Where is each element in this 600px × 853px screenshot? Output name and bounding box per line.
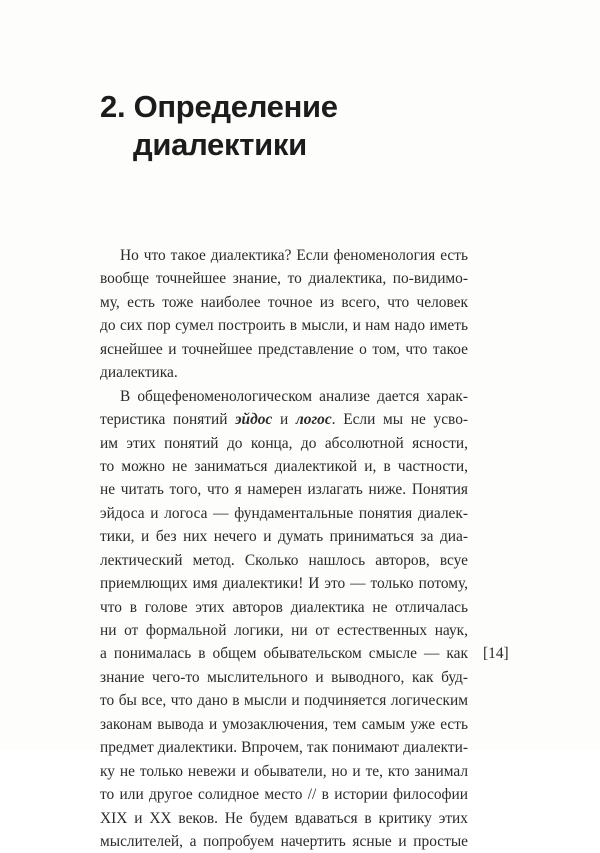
text-line: лектический метод. Сколько нашлось авторов, всуе xyxy=(100,551,468,569)
page-reference: [14] xyxy=(483,645,509,662)
text-line: вообще точнейшее знание, то диалектика, по-видимо- xyxy=(100,270,468,288)
body-text xyxy=(100,244,468,853)
text-line: мыслителей, а попробуем начертить ясные и простые xyxy=(100,832,468,850)
term-logos: логос xyxy=(295,411,332,429)
text-line: приемлющих имя диалектики! И это — только потому, xyxy=(100,575,468,593)
text-line: что в голове этих авторов диалектика не отличалась xyxy=(100,598,468,616)
text-line: му, есть тоже наиболее точное из всего, что человек xyxy=(100,293,468,311)
chapter-heading xyxy=(100,88,460,164)
text-fragment: теристика понятий xyxy=(100,411,236,429)
text-line: то бы все, что дано в мысли и подчиняется логическим xyxy=(100,692,468,710)
text-line: тики, и без них нечего и думать приниматься за диа- xyxy=(100,528,468,546)
text-line: не читать того, что я намерен излагать ниже. Понятия xyxy=(100,481,468,499)
text-line: то или другое солидное место // в истории философии xyxy=(100,786,468,804)
text-line: XIX и XX веков. Не будем вдаваться в критику этих xyxy=(100,809,468,827)
term-eidos: эйдос xyxy=(235,411,273,429)
text-line: то можно не заниматься диалектикой и, в частности, xyxy=(100,457,468,475)
text-fragment: . Если мы не усво- xyxy=(331,411,469,429)
text-line: В общефеноменологическом анализе дается харак- xyxy=(120,387,468,405)
heading-line-2: диалектики xyxy=(133,127,307,162)
text-line: до сих пор сумел построить в мысли, и нам надо иметь xyxy=(100,317,468,335)
text-line: законам вывода и умозаключения, тем самым уже есть xyxy=(100,715,468,733)
text-line-with-terms xyxy=(100,408,468,431)
text-line: ни от формальной логики, ни от естественных наук, xyxy=(100,622,468,639)
text-line: ку не только невежи и обыватели, но и те, кто занимал xyxy=(100,762,468,780)
heading-line-1: 2. Определение xyxy=(100,89,338,124)
text-line: яснейшее и точнейшее представление о том, что такое xyxy=(100,340,468,358)
text-line: эйдоса и логоса — фундаментальные понятия диалек- xyxy=(100,504,468,522)
text-line: знание чего-то мыслительного и выводного, как буд- xyxy=(100,668,468,686)
text-line: им этих понятий до конца, до абсолютной ясности, xyxy=(100,434,468,452)
text-fragment: и xyxy=(272,411,296,429)
text-line: диалектика. xyxy=(100,364,178,382)
text-line: предмет диалектики. Впрочем, так понимают диалекти- xyxy=(100,739,468,757)
text-line: а понималась в общем обывательском смысле — как xyxy=(100,645,468,663)
text-line: Но что такое диалектика? Если феноменология есть xyxy=(120,247,468,264)
